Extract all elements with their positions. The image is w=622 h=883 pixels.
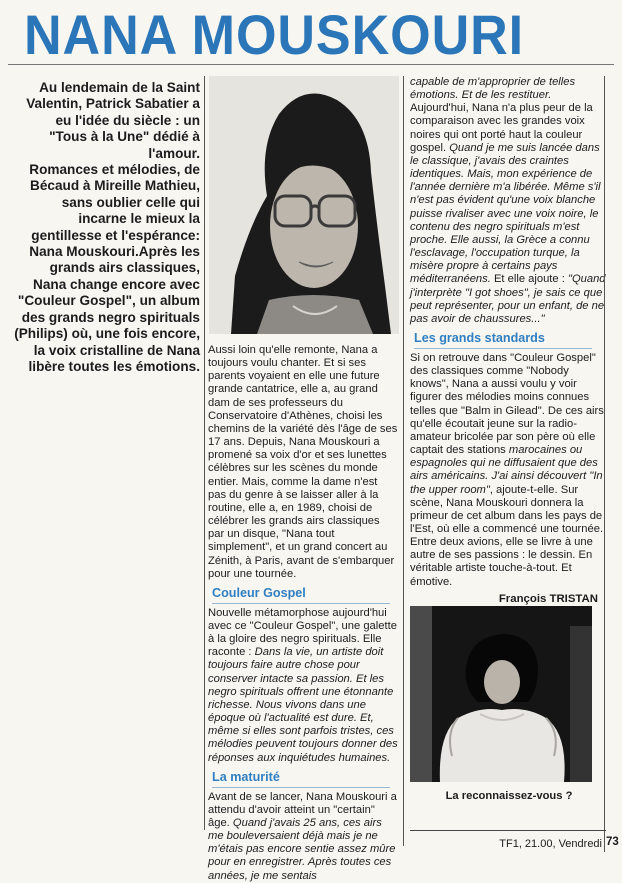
page-edge-rule [604, 76, 605, 852]
lede-paragraph-2: Romances et mélodies, de Bécaud à Mireille Mathieu, sans oublier celle qui incarne le mieux la gentillesse et l'espérance: Nana Mouskouri.Après les grands airs classiques, Nana change encore avec "Couleur Gospel", un album des grands negro spirituals (Philips) où, une fois encore, la voix cristalline de Nana libère toutes les émotions. [14, 162, 200, 374]
photo-caption: La reconnaissez-vous ? [445, 790, 573, 802]
intro-paragraph: Aussi loin qu'elle remonte, Nana a toujours voulu chanter. Et si ses parents voyaient en elle une future grande cantatrice, elle a, au grand dam de ses professeurs du Conservatoire d'Athènes, choisi les chemins de la variété dès l'âge de ses 17 ans. Depuis, Nana Mouskouri a promené sa voix d'or et ses lunettes célèbres sur les scènes du monde entier. Mais, comme la dame n'est pas du genre à se laisser aller à la routine, elle a, en 1989, choisi de célébrer les grands airs classiques par un disque, "Nana tout simplement", et un grand concert au Zénith, à Paris, avant de s'embarquer pour une tournée. [208, 344, 398, 580]
standards-paragraph: Si on retrouve dans "Couleur Gospel" des classiques comme "Nobody knows", Nana a aussi voulu y voir figurer des mélodies moins connues telles que "Balm in Gilead". De ces airs qu'elle écoutait jeune sur la radio-amateur bricolée par son père où elle captait des stations marocaines ou espagnoles qui ne diffusaient que des airs américains. J'ai ainsi découvert "In the upper room", ajoute-t-elle. Sur scène, Nana Mouskouri donnera la primeur de cet album dans les pays de l'Est, où elle a commencé une tournée. Entre deux avions, elle se livre à une autre de ses passions : le dessin. En véritable artiste touche-à-tout. Et émotive. [410, 351, 604, 588]
page-title: NANA MOUSKOURI [24, 3, 525, 66]
continued-quote: capable de m'approprier de telles émotions. Et de les restituer. [410, 76, 576, 102]
author-signature: François TRISTAN [498, 592, 598, 605]
maturite-paragraph: Avant de se lancer, Nana Mouskouri a attendu d'avoir atteint un "certain" âge. Quand j'avais 25 ans, ces airs me bouleversaient déjà mais je ne m'étais pas encore sentie assez mûre pour en enregistrer. Après toutes ces années, je me sentais [208, 790, 397, 882]
lede-paragraph-1: Au lendemain de la Saint Valentin, Patrick Sabatier a eu l'idée du siècle : un "Tous à la Une" dédié à l'amour. [26, 80, 200, 161]
heading-grands-standards: Les grands standards [414, 331, 592, 349]
page-number: 73 [606, 836, 619, 848]
footer-rule [410, 830, 606, 831]
comparison-paragraph: Aujourd'hui, Nana n'a plus peur de la comparaison avec les grandes voix noires qui ont porté haut la couleur gospel. Quand je me suis lancée dans le classique, j'avais des craintes identiques. Mais, mon expérience de l'année dernière m'a libérée. Même s'il n'est pas évident qu'une voix blanche puisse rivaliser avec une voix noire, le contenu des negro spirituals m'est proche. Elle aussi, la Grèce a connu l'esclavage, l'occupation turque, la misère propre à certains pays méditerranéens. Et elle ajoute : "Quand j'interprète "I got shoes", je sais ce que peut représenter, pour un enfant, de ne pas avoir de chaussures..." [410, 102, 606, 325]
column-divider-left [204, 76, 205, 830]
stage-photo [410, 606, 592, 782]
article-column-3 [410, 76, 606, 606]
article-column-2 [208, 344, 398, 883]
column-divider-right [403, 76, 404, 846]
lede-column [14, 80, 200, 375]
broadcast-info: TF1, 21.00, Vendredi [499, 838, 602, 850]
heading-couleur-gospel: Couleur Gospel [212, 586, 390, 604]
heading-la-maturite: La maturité [212, 770, 390, 788]
gospel-paragraph: Nouvelle métamorphose aujourd'hui avec ce "Couleur Gospel", une galette à la gloire des negro spirituals. Elle raconte : Dans la vie, un artiste doit toujours faire autre chose pour conserver intacte sa passion. Et les negro spirituals offrent une étonnante richesse. Nous vivons dans une époque où l'actualité est dure. Et, même si elles sont parfois tristes, ces mélodies peuvent toujours donner des réponses aux inquiétudes humaines. [208, 606, 398, 764]
title-rule [8, 64, 614, 65]
portrait-photo [209, 76, 399, 334]
